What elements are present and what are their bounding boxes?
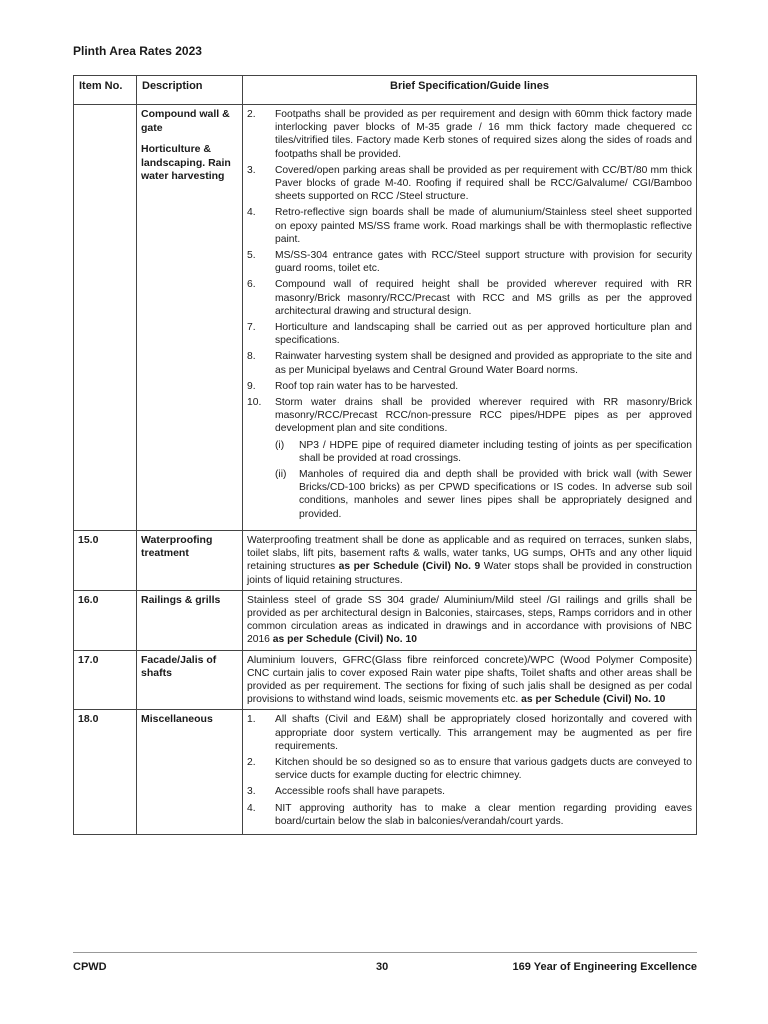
list-text: Horticulture and landscaping shall be carried out as per approved horticulture plan and specifications. (275, 322, 692, 347)
footer-divider (73, 952, 697, 953)
list-number: 2. (247, 756, 256, 768)
specification-text (247, 594, 692, 647)
table-header-row (74, 76, 697, 105)
list-text: MS/SS-304 entrance gates with RCC/Steel support structure with provision for security guard rooms, toilet etc. (275, 250, 692, 275)
list-text: Compound wall of required height shall be provided wherever required with RR masonry/Brick masonry/RCC/Precast with RCC and MS grills as per the approved architectural drawing and structural design. (275, 279, 692, 317)
item-number: 17.0 (74, 650, 137, 710)
specification-text (247, 534, 692, 587)
list-item (247, 350, 692, 376)
schedule-reference: as per Schedule (Civil) No. 9 (338, 561, 481, 573)
item-description: Waterproofing treatment (137, 530, 243, 590)
list-text: NIT approving authority has to make a clear mention regarding providing eaves board/curtain below the slab in balconies/verandah/court yards. (275, 802, 692, 827)
item-description (137, 105, 243, 531)
header-description: Description (137, 76, 243, 105)
text-part: Aluminium louvers, GFRC(Glass fibre reinforced concrete)/WPC (Wood Polymer Composite) CNC curtain jalis to cover exposed Rain water pipe shafts, Toilet shafts and other areas shall be provided as per requirement. The sections for fixing of such jalis shall be designed as per codal provisions to withstand wind loads, seismic movements etc. (247, 654, 692, 706)
list-text: Accessible roofs shall have parapets. (275, 786, 445, 798)
specification-cell (243, 710, 697, 835)
footer-tagline: 169 Year of Engineering Excellence (512, 961, 697, 973)
list-text: Roof top rain water has to be harvested. (275, 380, 459, 392)
table-row (74, 530, 697, 590)
list-number: 9. (247, 380, 256, 392)
list-text-body: Storm water drains shall be provided wherever required with RR masonry/Brick masonry/RCC/Precast RCC/non-pressure RCC pipes/HDPE pipes as per approved development plan and site conditions. (275, 397, 692, 435)
list-number: 3. (247, 164, 256, 176)
specification-cell (243, 530, 697, 590)
list-text: Footpaths shall be provided as per requirement and design with 60mm thick factory made interlocking paver blocks of M-35 grade / 16 mm thick factory made chequered cc tiles/vitrified tiles. Factory made Kerb stones of required sizes along the sides of roads and footpaths shall be provided. (275, 109, 692, 160)
header-specification: Brief Specification/Guide lines (243, 76, 697, 105)
list-item (247, 321, 692, 347)
item-number: 18.0 (74, 710, 137, 835)
list-text: Covered/open parking areas shall be provided as per requirement with CC/BT/80 mm thick Paver blocks of grade M-40. Roofing if required shall be RCC/Galvalume/ CGI/Bamboo sheets supported on RCC /Steel structure. (275, 164, 692, 203)
sub-list-item (275, 439, 692, 465)
list-number: 10. (247, 397, 262, 409)
item-description: Facade/Jalis of shafts (137, 650, 243, 710)
list-text: All shafts (Civil and E&M) shall be appropriately closed horizontally and covered with appropriate door system vertically. This arrangement may be augmented as per fire requirements. (275, 714, 692, 752)
list-item (247, 785, 692, 798)
list-item (247, 756, 692, 782)
sub-list-number: (ii) (275, 469, 287, 481)
list-number: 4. (247, 802, 256, 814)
specification-table (73, 75, 697, 835)
list-number: 1. (247, 714, 256, 726)
list-text (275, 396, 692, 524)
list-item (247, 164, 692, 204)
footer-org: CPWD (73, 961, 107, 973)
list-item (247, 206, 692, 246)
sub-list-number: (i) (275, 439, 285, 451)
specification-cell (243, 650, 697, 710)
list-number: 2. (247, 109, 256, 120)
list-text: Rainwater harvesting system shall be designed and provided as appropriate to the site and as per Municipal byelaws and Central Ground Water Board norms. (275, 351, 692, 376)
item-number (74, 105, 137, 531)
schedule-reference: as per Schedule (Civil) No. 10 (521, 694, 666, 706)
text-part: Waterproofing treatment shall be done as applicable and as required on terraces, sunken slabs, toilet slabs, lift pits, basement rafts & walls, water tanks, UG sumps, OHTs and any other liquid retaining structures (247, 534, 692, 573)
text-part: Stainless steel of grade SS 304 grade/ Aluminium/Mild steel /GI railings and grills shall be provided as per architectural design in Balconies, staircases, steps, Ramps corridors and in other common circulation areas as indicated in drawings and in accordance with provisions of NBC 2016 (247, 594, 692, 646)
page-number: 30 (376, 961, 389, 973)
item-description: Railings & grills (137, 590, 243, 650)
table-row (74, 710, 697, 835)
list-text: Kitchen should be so designed so as to ensure that various gadgets ducts are conveyed to service ducts for example ducting for electric chimney. (275, 756, 692, 782)
schedule-reference: as per Schedule (Civil) No. 10 (272, 634, 417, 646)
specification-text (247, 654, 692, 707)
list-number: 3. (247, 786, 256, 798)
header-item-no: Item No. (74, 76, 137, 105)
item-number: 16.0 (74, 590, 137, 650)
specification-cell (243, 105, 697, 531)
list-number: 7. (247, 322, 256, 334)
list-number: 8. (247, 351, 256, 363)
list-item (247, 713, 692, 753)
table-row (74, 650, 697, 710)
list-number: 6. (247, 279, 256, 291)
list-text: Retro-reflective sign boards shall be made of alumunium/Stainless steel sheet supported on epoxy painted MS/SS frame work. Road markings shall be with thermoplastic reflective paint. (275, 207, 692, 245)
list-item (247, 396, 692, 524)
list-item (247, 108, 692, 161)
description-line: Compound wall & gate (141, 108, 230, 134)
sub-list-item (275, 468, 692, 521)
list-item (247, 278, 692, 318)
sub-list-text: Manholes of required dia and depth shall be provided with brick wall (with Sewer Bricks/CD-100 bricks) as per CPWD specifications or IS codes. In adverse sub soil conditions, manholes and sewer lines pipes shall be appropriately designed and provided. (299, 469, 692, 520)
item-description: Miscellaneous (137, 710, 243, 835)
page-title: Plinth Area Rates 2023 (73, 44, 202, 58)
list-number: 5. (247, 250, 256, 262)
list-number: 4. (247, 207, 256, 219)
table-row (74, 590, 697, 650)
description-line: Horticulture & landscaping. Rain water harvesting (141, 143, 231, 182)
list-item (247, 249, 692, 275)
text-part: Water stops shall be provided in construction joints of liquid retaining structures. (247, 561, 692, 586)
item-number: 15.0 (74, 530, 137, 590)
specification-cell (243, 590, 697, 650)
list-item (247, 380, 692, 393)
list-item (247, 802, 692, 828)
sub-list-text: NP3 / HDPE pipe of required diameter including testing of joints as per specification shall be provided at road crossings. (299, 439, 692, 464)
table-row (74, 105, 697, 531)
